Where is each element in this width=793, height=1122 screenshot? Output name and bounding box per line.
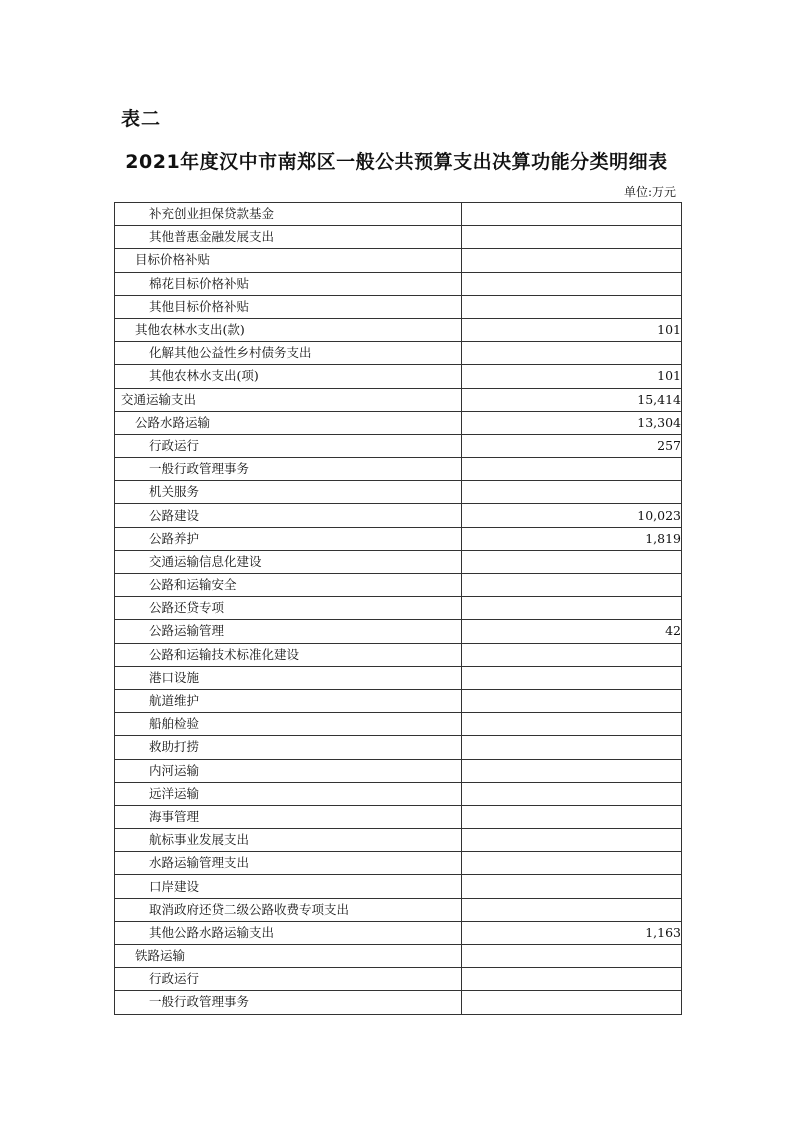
item-name-cell: 航道维护: [115, 689, 462, 712]
table-row: [115, 203, 682, 226]
amount-cell: [462, 968, 682, 991]
item-name-cell: 海事管理: [115, 805, 462, 828]
amount-cell: [462, 643, 682, 666]
amount-cell: [462, 898, 682, 921]
amount-cell: [462, 666, 682, 689]
table-row: [115, 365, 682, 388]
item-name-cell: 目标价格补贴: [115, 249, 462, 272]
item-name-cell: 内河运输: [115, 759, 462, 782]
amount-cell: [462, 203, 682, 226]
table-row: [115, 643, 682, 666]
amount-cell: [462, 736, 682, 759]
amount-cell: [462, 249, 682, 272]
item-name-cell: 其他普惠金融发展支出: [115, 226, 462, 249]
unit-label: 单位:万元: [623, 185, 676, 199]
item-name-cell: 航标事业发展支出: [115, 829, 462, 852]
amount-cell: 15,414: [462, 388, 682, 411]
expenditure-table: [114, 202, 682, 1015]
table-row: [115, 991, 682, 1014]
table-row: [115, 875, 682, 898]
item-name-cell: 其他农林水支出(款): [115, 318, 462, 341]
item-name-cell: 公路水路运输: [115, 411, 462, 434]
table-row: [115, 759, 682, 782]
amount-cell: 101: [462, 318, 682, 341]
table-row: [115, 968, 682, 991]
amount-cell: [462, 342, 682, 365]
item-name-cell: 公路养护: [115, 527, 462, 550]
item-name-cell: 交通运输支出: [115, 388, 462, 411]
item-name-cell: 铁路运输: [115, 945, 462, 968]
item-name-cell: 一般行政管理事务: [115, 458, 462, 481]
amount-cell: 1,819: [462, 527, 682, 550]
table-row: [115, 318, 682, 341]
table-row: [115, 713, 682, 736]
amount-cell: [462, 295, 682, 318]
amount-cell: 1,163: [462, 921, 682, 944]
table-row: [115, 689, 682, 712]
item-name-cell: 公路运输管理: [115, 620, 462, 643]
amount-cell: [462, 829, 682, 852]
table-number-label: 表二: [121, 108, 162, 130]
table-row: [115, 411, 682, 434]
amount-cell: [462, 689, 682, 712]
table-row: [115, 852, 682, 875]
table-row: [115, 921, 682, 944]
item-name-cell: 行政运行: [115, 968, 462, 991]
table-row: [115, 620, 682, 643]
amount-cell: [462, 991, 682, 1014]
table-row: [115, 504, 682, 527]
item-name-cell: 公路和运输安全: [115, 574, 462, 597]
amount-cell: [462, 574, 682, 597]
table-row: [115, 829, 682, 852]
item-name-cell: 行政运行: [115, 434, 462, 457]
table-row: [115, 597, 682, 620]
amount-cell: [462, 945, 682, 968]
table-row: [115, 295, 682, 318]
item-name-cell: 补充创业担保贷款基金: [115, 203, 462, 226]
item-name-cell: 其他农林水支出(项): [115, 365, 462, 388]
amount-cell: [462, 272, 682, 295]
item-name-cell: 水路运输管理支出: [115, 852, 462, 875]
amount-cell: [462, 226, 682, 249]
amount-cell: [462, 481, 682, 504]
item-name-cell: 其他公路水路运输支出: [115, 921, 462, 944]
table-row: [115, 434, 682, 457]
table-row: [115, 388, 682, 411]
table-row: [115, 666, 682, 689]
amount-cell: [462, 597, 682, 620]
item-name-cell: 机关服务: [115, 481, 462, 504]
item-name-cell: 港口设施: [115, 666, 462, 689]
item-name-cell: 交通运输信息化建设: [115, 550, 462, 573]
amount-cell: [462, 458, 682, 481]
item-name-cell: 口岸建设: [115, 875, 462, 898]
table-row: [115, 736, 682, 759]
item-name-cell: 化解其他公益性乡村债务支出: [115, 342, 462, 365]
amount-cell: [462, 805, 682, 828]
item-name-cell: 取消政府还贷二级公路收费专项支出: [115, 898, 462, 921]
table-row: [115, 342, 682, 365]
table-row: [115, 805, 682, 828]
item-name-cell: 远洋运输: [115, 782, 462, 805]
table-row: [115, 249, 682, 272]
item-name-cell: 公路还贷专项: [115, 597, 462, 620]
table-row: [115, 226, 682, 249]
amount-cell: 101: [462, 365, 682, 388]
amount-cell: [462, 550, 682, 573]
item-name-cell: 公路和运输技术标准化建设: [115, 643, 462, 666]
amount-cell: [462, 782, 682, 805]
table-row: [115, 945, 682, 968]
table-row: [115, 272, 682, 295]
table-row: [115, 898, 682, 921]
amount-cell: [462, 852, 682, 875]
table-row: [115, 527, 682, 550]
table-row: [115, 782, 682, 805]
amount-cell: 10,023: [462, 504, 682, 527]
item-name-cell: 公路建设: [115, 504, 462, 527]
item-name-cell: 救助打捞: [115, 736, 462, 759]
amount-cell: [462, 759, 682, 782]
item-name-cell: 船舶检验: [115, 713, 462, 736]
amount-cell: [462, 875, 682, 898]
table-row: [115, 550, 682, 573]
amount-cell: [462, 713, 682, 736]
table-body: [115, 203, 682, 1015]
table-row: [115, 458, 682, 481]
amount-cell: 257: [462, 434, 682, 457]
item-name-cell: 其他目标价格补贴: [115, 295, 462, 318]
page-title: 2021年度汉中市南郑区一般公共预算支出决算功能分类明细表: [125, 151, 668, 173]
table-row: [115, 481, 682, 504]
item-name-cell: 一般行政管理事务: [115, 991, 462, 1014]
item-name-cell: 棉花目标价格补贴: [115, 272, 462, 295]
amount-cell: 42: [462, 620, 682, 643]
table-row: [115, 574, 682, 597]
amount-cell: 13,304: [462, 411, 682, 434]
